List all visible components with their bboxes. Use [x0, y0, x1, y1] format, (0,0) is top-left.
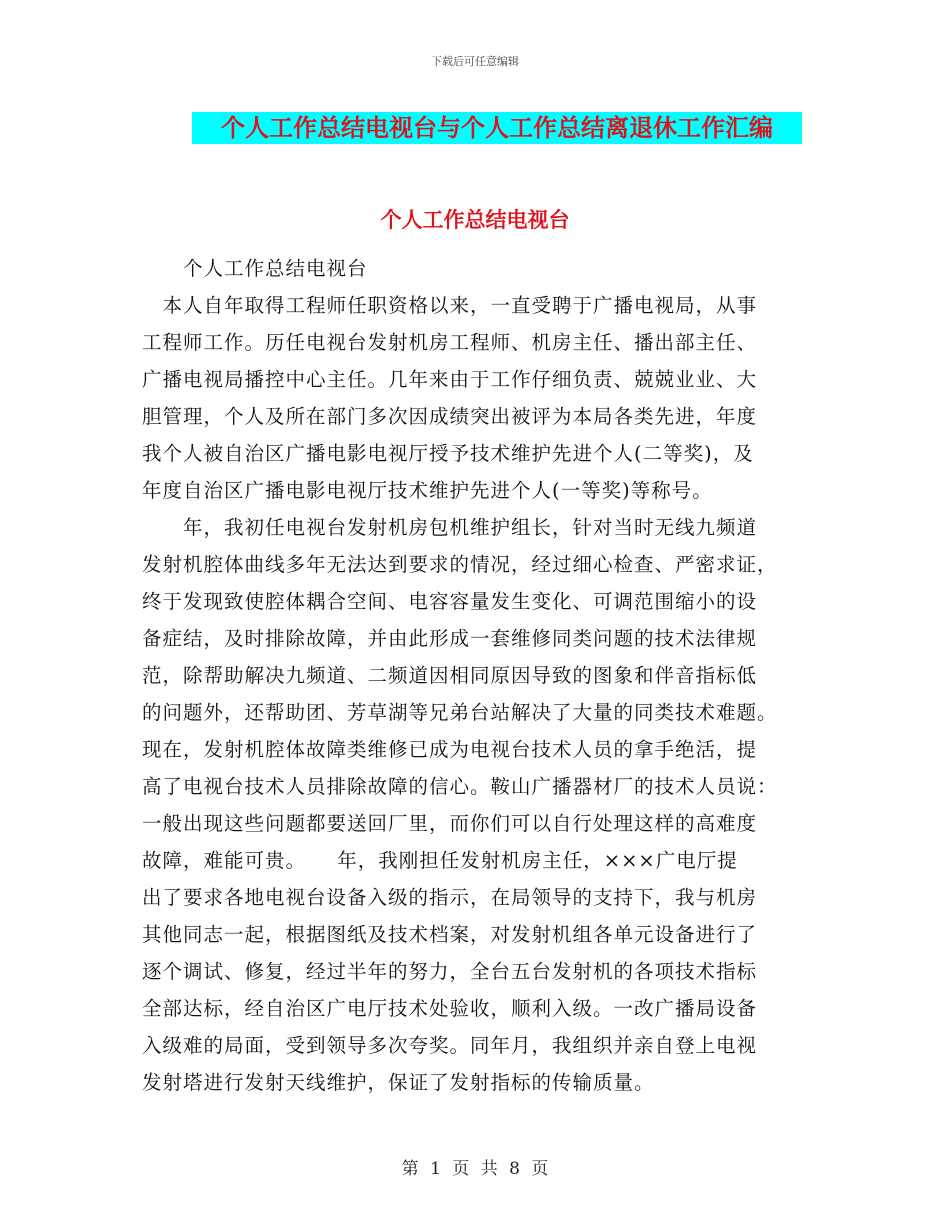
text-line: 年，我初任电视台发射机房包机维护组长，针对当时无线九频道 [142, 516, 758, 539]
section-title: 个人工作总结电视台 [380, 208, 570, 232]
download-note: 下载后可任意编辑 [431, 55, 519, 68]
text-line: 本人自年取得工程师任职资格以来，一直受聘于广播电视局，从事 [142, 294, 758, 317]
text-line: 终于发现致使腔体耦合空间、电容容量发生变化、可调范围缩小的设 [142, 590, 758, 613]
text-line: 的问题外，还帮助团、芳草湖等兄弟台站解决了大量的同类技术难题。 [142, 701, 778, 724]
document-main-title: 个人工作总结电视台与个人工作总结离退休工作汇编 [192, 112, 802, 144]
text-line: 范，除帮助解决九频道、二频道因相同原因导致的图象和伴音指标低 [142, 664, 758, 687]
text-line: 逐个调试、修复，经过半年的努力，全台五台发射机的各项技术指标 [142, 960, 758, 983]
text-line: 发射机腔体曲线多年无法达到要求的情况，经过细心检查、严密求证， [142, 553, 778, 576]
text-line: 入级难的局面，受到领导多次夸奖。同年月，我组织并亲自登上电视 [142, 1034, 758, 1057]
page-number: 第 1 页 共 8 页 [401, 1159, 549, 1179]
text-line: 全部达标，经自治区广电厅技术处验收，顺利入级。一改广播局设备 [142, 997, 758, 1020]
text-line: 发射塔进行发射天线维护，保证了发射指标的传输质量。 [142, 1071, 655, 1094]
text-line: 广播电视局播控中心主任。几年来由于工作仔细负责、兢兢业业、大 [142, 368, 758, 391]
text-line: 个人工作总结电视台 [142, 257, 368, 280]
text-line: 故障，难能可贵。 年，我刚担任发射机房主任，×××广电厅提 [142, 849, 738, 872]
text-line: 工程师工作。历任电视台发射机房工程师、机房主任、播出部主任、 [142, 331, 758, 354]
text-line: 备症结，及时排除故障，并由此形成一套维修同类问题的技术法律规 [142, 627, 758, 650]
text-line: 高了电视台技术人员排除故障的信心。鞍山广播器材厂的技术人员说： [142, 775, 778, 798]
text-line: 一般出现这些问题都要送回厂里，而你们可以自行处理这样的高难度 [142, 812, 758, 835]
text-line: 胆管理，个人及所在部门多次因成绩突出被评为本局各类先进，年度 [142, 405, 758, 428]
text-line: 现在，发射机腔体故障类维修已成为电视台技术人员的拿手绝活，提 [142, 738, 758, 761]
text-line: 出了要求各地电视台设备入级的指示，在局领导的支持下，我与机房 [142, 886, 758, 909]
text-line: 年度自治区广播电影电视厅技术维护先进个人(一等奖)等称号。 [142, 479, 713, 502]
text-line: 其他同志一起，根据图纸及技术档案，对发射机组各单元设备进行了 [142, 923, 758, 946]
text-line: 我个人被自治区广播电影电视厅授予技术维护先进个人(二等奖)，及 [142, 442, 754, 465]
document-body [142, 250, 808, 1101]
